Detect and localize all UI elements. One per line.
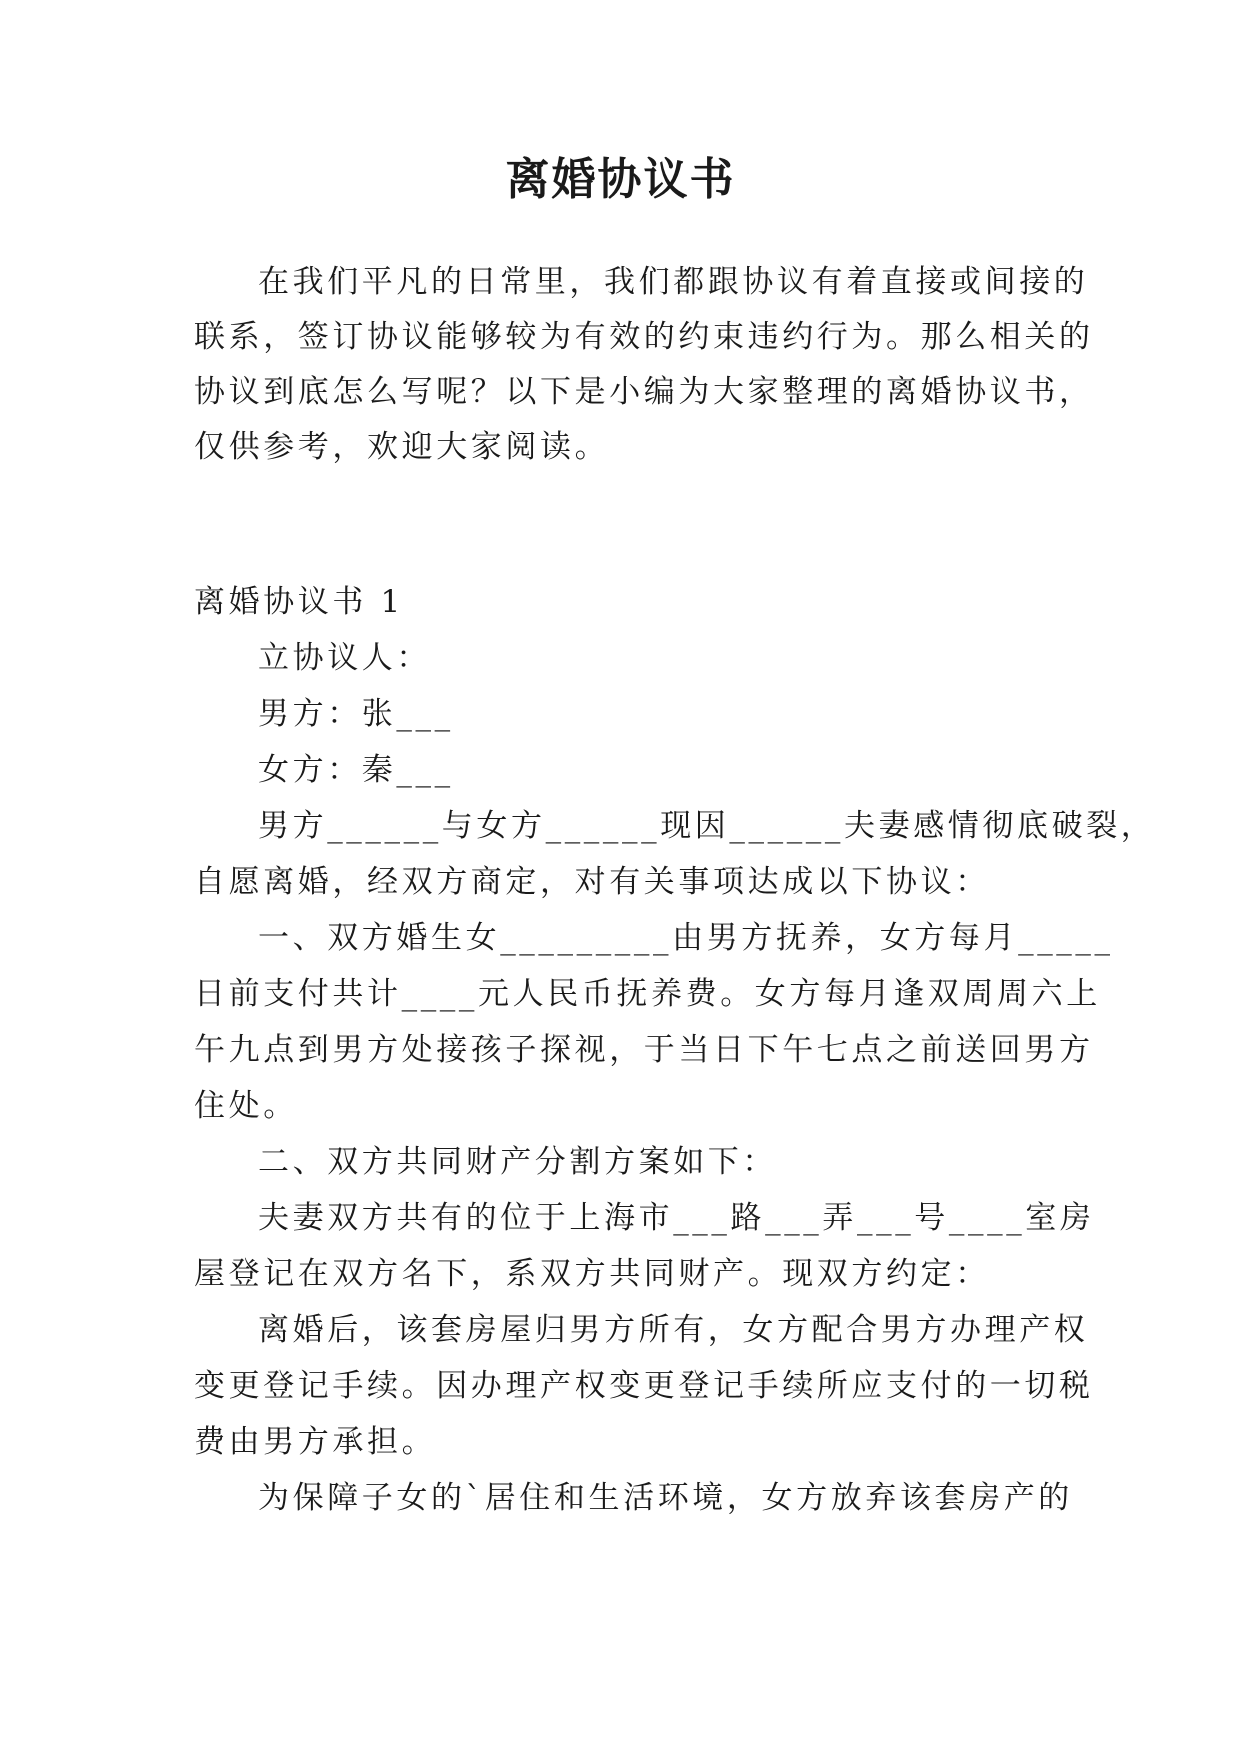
body-line: 男方______与女方______现因______夫妻感情彻底破裂， <box>258 808 1156 844</box>
intro-line-4: 仅供参考，欢迎大家阅读。 <box>194 429 610 465</box>
body-line: 自愿离婚，经双方商定，对有关事项达成以下协议： <box>194 864 990 900</box>
clause-1-line: 午九点到男方处接孩子探视，于当日下午七点之前送回男方 <box>194 1032 1094 1068</box>
intro-line-2: 联系，签订协议能够较为有效的约束违约行为。那么相关的 <box>194 319 1094 355</box>
clause-1-line: 日前支付共计____元人民币抚养费。女方每月逢双周周六上 <box>194 976 1101 1012</box>
clause-2-line: 费由男方承担。 <box>194 1424 437 1460</box>
clause-2-line: 屋登记在双方名下，系双方共同财产。现双方约定： <box>194 1256 990 1292</box>
document-title: 离婚协议书 <box>505 154 736 205</box>
clause-2-line: 为保障子女的`居住和生活环境，女方放弃该套房产的 <box>258 1480 1073 1516</box>
clause-1-line: 住处。 <box>194 1088 298 1124</box>
intro-line-3: 协议到底怎么写呢？以下是小编为大家整理的离婚协议书， <box>194 374 1094 410</box>
clause-2-heading: 二、双方共同财产分割方案如下： <box>258 1144 777 1180</box>
parties-label: 立协议人： <box>258 640 431 676</box>
clause-2-line: 变更登记手续。因办理产权变更登记手续所应支付的一切税 <box>194 1368 1094 1404</box>
intro-line-1: 在我们平凡的日常里，我们都跟协议有着直接或间接的 <box>258 264 1089 300</box>
female-party: 女方：秦___ <box>258 752 454 788</box>
clause-1-line: 一、双方婚生女_________由男方抚养，女方每月_____ <box>258 920 1114 956</box>
section-heading: 离婚协议书 1 <box>194 584 404 620</box>
clause-2-line: 离婚后，该套房屋归男方所有，女方配合男方办理产权 <box>258 1312 1089 1348</box>
clause-2-line: 夫妻双方共有的位于上海市___路___弄___号____室房 <box>258 1200 1095 1236</box>
male-party: 男方：张___ <box>258 696 454 732</box>
